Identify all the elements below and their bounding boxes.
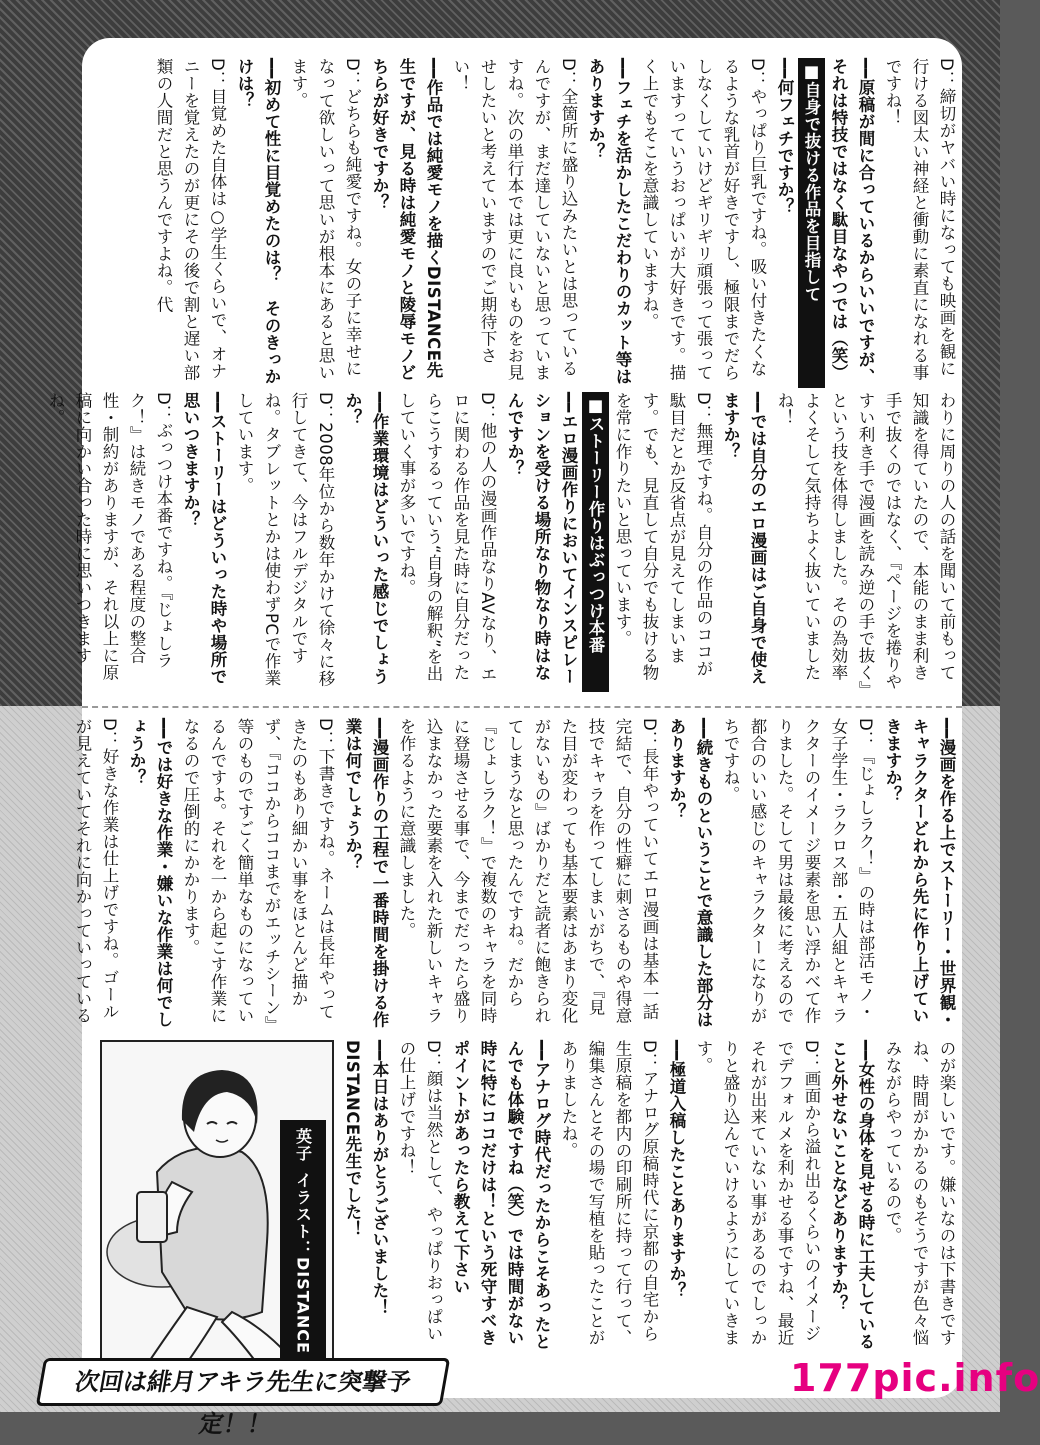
interview-question: ━━ストーリーはどういった時や場所で思いつきますか？ xyxy=(181,392,227,685)
caption-character-name: 英子 xyxy=(293,1128,313,1162)
next-issue-banner: 次回は緋月アキラ先生に突撃予定！！ xyxy=(36,1358,450,1406)
text-block-lower-right xyxy=(343,1040,960,1352)
interview-answer: わりに周りの人の話を聞いて前もって知識を得ていたので、本能のまま利き手で抜くのではなく、『ページを捲りやすい利き手で漫画を読み逆の手で抜く』という技を体得しました。その為効率よくそして気持ちよく抜いていましたね！ xyxy=(775,392,956,690)
section-heading: ■ストーリー作りはぶっつけ本番 xyxy=(582,392,609,692)
interview-answer: D：締切がヤバい時になっても映画を観に行ける図太い神経と衝動に素直になれる事ですね！ xyxy=(883,58,956,381)
section-heading: ■自身で抜ける作品を目指して xyxy=(798,58,825,388)
interview-question: ━━作品では純愛モノを描くDISTANCE先生ですが、見る時は純愛モノと陵辱モノどちらが好きですか？ xyxy=(370,58,443,381)
half-divider xyxy=(82,706,962,708)
interview-question: ━━女性の身体を見せる時に工夫していること外せないことなどありますか？ xyxy=(829,1040,875,1350)
interview-answer: D：アナログ原稿時代に京都の自宅から生原稿を都内の印刷所に持って行って、編集さんとその場で写植を貼ったことがありましたね。 xyxy=(559,1040,659,1346)
interview-question: ━━何フェチですか？ xyxy=(775,58,794,215)
interview-answer: D：顔は当然として、やっぱりおっぱいの仕上げですね！ xyxy=(397,1040,443,1343)
interview-question: ━━では好きな作業・嫌いな作業は何でしょうか？ xyxy=(127,718,173,1028)
text-block-lower-upper xyxy=(73,718,960,1030)
interview-answer: D：『じょしラク！』の時は部活モノ・女子学生・ラクロス部・五人組とキャラクターのイメージ要素を思い浮かべて作りました。そして男は最後に考えるので都合のいい感じのキャラクターになりがちですね。 xyxy=(721,718,875,1024)
interview-answer: D：全箇所に盛り込みたいとは思っているんですが、まだ達していないと思っていますね。次の単行本では更に良いものをお見せしたいと考えていますのでご期待下さい！ xyxy=(451,58,578,381)
text-block-upper-right xyxy=(80,58,960,388)
interview-answer: D：下書きですね。ネームは長年やってきたのもあり細かい事をほとんど描かず、『ココからココまでがエッチシーン』等のものですごく簡単なものになっているんですよ。それを一から起こす作業になるので圧倒的にかかります。 xyxy=(181,718,335,1025)
interview-question: ━━漫画を作る上でストーリー・世界観・キャラクターどれから先に作り上げていきますか？ xyxy=(883,718,956,1028)
interview-answer: D：他の人の漫画作品なりAVなり、エロに関わる作品を見た時に自分だったらこうするっていう“自身の解釈”を出していく事が多いですね。 xyxy=(397,392,497,683)
interview-question: ━━初めて性に目覚めたのは？ そのきっかけは？ xyxy=(235,58,281,385)
illustration-caption xyxy=(280,1120,326,1390)
interview-answer: D：やっぱり巨乳ですね。吸い付きたくなるような乳首が好きですし、極限までだらしなくしていけどギリギリ頑張って張っていますっていうおっぱいが大好きです。描く上でもそこを意識していますね。 xyxy=(640,58,767,381)
interview-question: ━━続きものということで意識した部分はありますか？ xyxy=(667,718,713,1028)
interview-question: ━━アナログ時代だったからこそあったとんでも体験ですね（笑）では時間がない時に特にココだけは！という死守すべきポイントがあったら教えて下さい xyxy=(451,1040,551,1350)
interview-question: ━━作業環境はどういった感じでしょうか？ xyxy=(343,392,389,685)
interview-question: ━━では自分のエロ漫画はご自身で使えますか？ xyxy=(721,392,767,685)
interview-answer: D：無理ですね。自分の作品のココが駄目だとか反省点が見えてしまいます。でも、見直して自分でも抜ける物を常に作りたいと思っています。 xyxy=(613,392,713,681)
interview-question: ━━漫画作りの工程で一番時間を掛ける作業は何でしょうか？ xyxy=(343,718,389,1028)
site-watermark: 177pic.info xyxy=(790,1356,1040,1400)
interview-answer: D：好きな作業は仕上げですね。ゴールが見えていてそれに向かっていっている xyxy=(73,718,119,1024)
interview-answer: のが楽しいです。嫌いなのは下書きですね、時間がかかるのもそうですが色々悩みながらやっているので。 xyxy=(883,1040,956,1346)
interview-answer: D：どちらも純愛ですね。女の子に幸せになって欲しいって思いが根本にあると思います。 xyxy=(289,58,362,381)
interview-answer: D：長年やっていてエロ漫画は基本一話完結で、自分の性癖に刺さるものや得意技でキャラを作ってしまいがちで、『見た目が変わっても基本要素はあまり変化がないもの』ばかりだと読者に飽きられてしまうなと思ったんですね。だから『じょしラク！』で複数のキャラを同時に登場させる事で、今までだったら盛り込まなかった要素を入れた新しいキャラを作るように意識しました。 xyxy=(397,718,659,1024)
interview-answer: D：画面から溢れ出るくらいのイメージでデフォルメを利かせる事ですね、最近それが出来ていない事があるのでしっかりと盛り込んでいけるようにしていきます。 xyxy=(694,1040,821,1346)
interview-answer: D：2008年位から数年かけて徐々に移行してきて、今はフルデジタルですね。タブレットとかは使わずPCで作業しています。 xyxy=(235,392,335,688)
interview-question: ━━フェチを活かしたこだわりのカット等はありますか？ xyxy=(586,58,632,385)
interview-answer: D：目覚めた自体は○学生くらいで、オナニーを覚えたのが更にその後で割と遅い部類の人間だと思うんですよね。代 xyxy=(154,58,227,381)
interview-question: ━━原稿が間に合っているからいいですが、それは特技ではなく駄目なやつでは（笑） xyxy=(829,58,875,385)
caption-illustration-credit: イラスト：DISTANCE xyxy=(293,1172,313,1354)
interview-question: ━━極道入稿したことありますか？ xyxy=(667,1040,686,1299)
interview-question: ━━本日はありがとうございました！DISTANCE先生でした！ xyxy=(343,1040,389,1316)
interview-question: ━━エロ漫画作りにおいてインスピレーションを受ける場所なり物なり時はなんですか？ xyxy=(505,392,578,685)
interview-answer: D：ぶっつけ本番ですね。『じょしラク！』は続きモノである程度の整合性・制約がありますが、それ以上に原稿に向かい合った時に思いつきますね。 xyxy=(46,392,173,681)
text-block-upper-left xyxy=(46,392,960,692)
